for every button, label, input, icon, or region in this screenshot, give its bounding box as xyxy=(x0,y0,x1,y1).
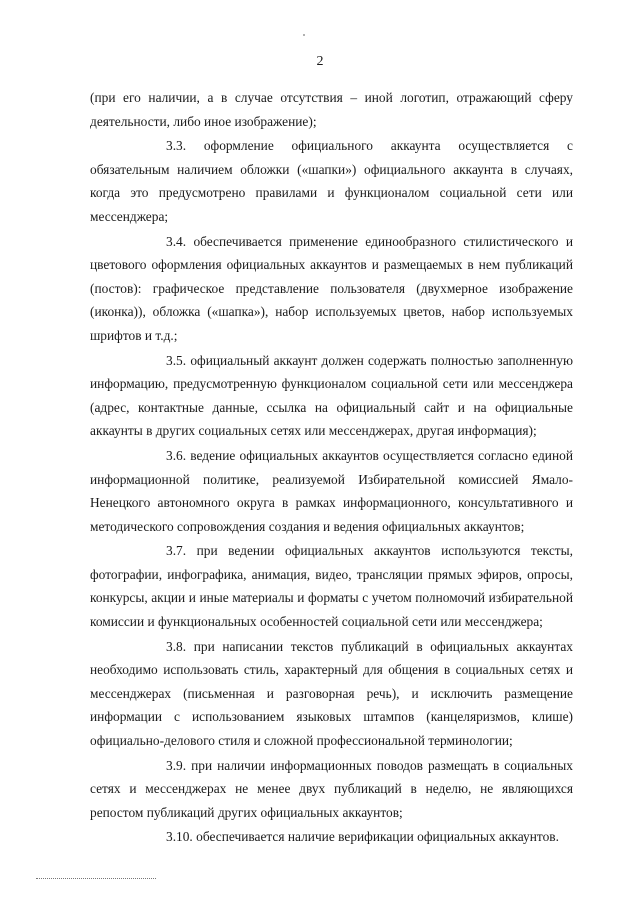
paragraph-text: официальный аккаунт должен содержать полностью заполненную информацию, предусмотренную функционалом социальной сети или мессенджера (адрес, контактные данные, ссылка на официальный сайт и на официальные аккаунты в других социальных сетях или мессенджерах, другая информация); xyxy=(90,352,573,439)
document-body xyxy=(90,86,573,850)
paragraph-3-3 xyxy=(90,134,573,228)
paragraph-number: 3.9. xyxy=(166,757,187,773)
paragraph-number: 3.7. xyxy=(166,543,187,559)
paragraph-text: ведение официальных аккаунтов осуществляется согласно единой информационной политике, реализуемой Избирательной комиссией Ямало-Ненецкого автономного округа в рамках информационного, консультативного и методического сопровождения создания и ведения официальных аккаунтов; xyxy=(90,447,573,534)
paragraph-text: при ведении официальных аккаунтов используются тексты, фотографии, инфографика, анимация, видео, трансляции прямых эфиров, опросы, конкурсы, акции и иные материалы и форматы с учетом полномочий избирательной комиссии и функциональных особенностей социальной сети или мессенджера; xyxy=(90,543,573,630)
page-number: 2 xyxy=(316,54,324,69)
paragraph-text: при написании текстов публикаций в официальных аккаунтах необходимо использовать стиль, характерный для общения в социальных сетях и мессенджерах (письменная и разговорная речь), и исключить размещение информации с использованием языковых штампов (канцеляризмов, клише) официально-делового стиля и сложной профессиональной терминологии; xyxy=(90,638,573,749)
paragraph-number: 3.6. xyxy=(166,447,187,463)
paragraph-number: 3.10. xyxy=(166,829,193,845)
paragraph-text: обеспечивается наличие верификации официальных аккаунтов. xyxy=(196,829,559,845)
paragraph-3-8 xyxy=(90,635,573,753)
paragraph-3-7 xyxy=(90,539,573,633)
paragraph-number: 3.5. xyxy=(166,352,187,368)
paragraph-number: 3.3. xyxy=(166,138,187,154)
paragraph-number: 3.8. xyxy=(166,638,187,654)
paragraph-3-6 xyxy=(90,444,573,538)
footnote-separator xyxy=(36,878,156,879)
paragraph-3-10 xyxy=(90,825,573,849)
paragraph-text: оформление официального аккаунта осуществляется с обязательным наличием обложки («шапки») официального аккаунта в случаях, когда это предусмотрено правилами и функционалом социальной сети или мессенджера; xyxy=(90,138,573,224)
paragraph-3-4 xyxy=(90,230,573,348)
paragraph-text: обеспечивается применение единообразного стилистического и цветового оформления официальных аккаунтов и размещаемых в нем публикаций (постов): графическое представление пользователя (двухмерное изображение (иконка)), обложка («шапка»), набор используемых цветов, набор используемых шрифтов и т.д.; xyxy=(90,233,573,343)
paragraph-3-9 xyxy=(90,754,573,825)
paragraph-continuation xyxy=(90,86,573,133)
paragraph-number: 3.4. xyxy=(166,233,187,249)
paragraph-text: при наличии информационных поводов размещать в социальных сетях и мессенджерах не менее двух публикаций в неделю, не являющихся репостом публикаций других официальных аккаунтов; xyxy=(90,757,573,820)
paragraph-3-5 xyxy=(90,349,573,443)
scan-speck xyxy=(303,34,305,36)
paragraph-text: (при его наличии, а в случае отсутствия – иной логотип, отражающий сферу деятельности, либо иное изображение); xyxy=(90,90,573,129)
